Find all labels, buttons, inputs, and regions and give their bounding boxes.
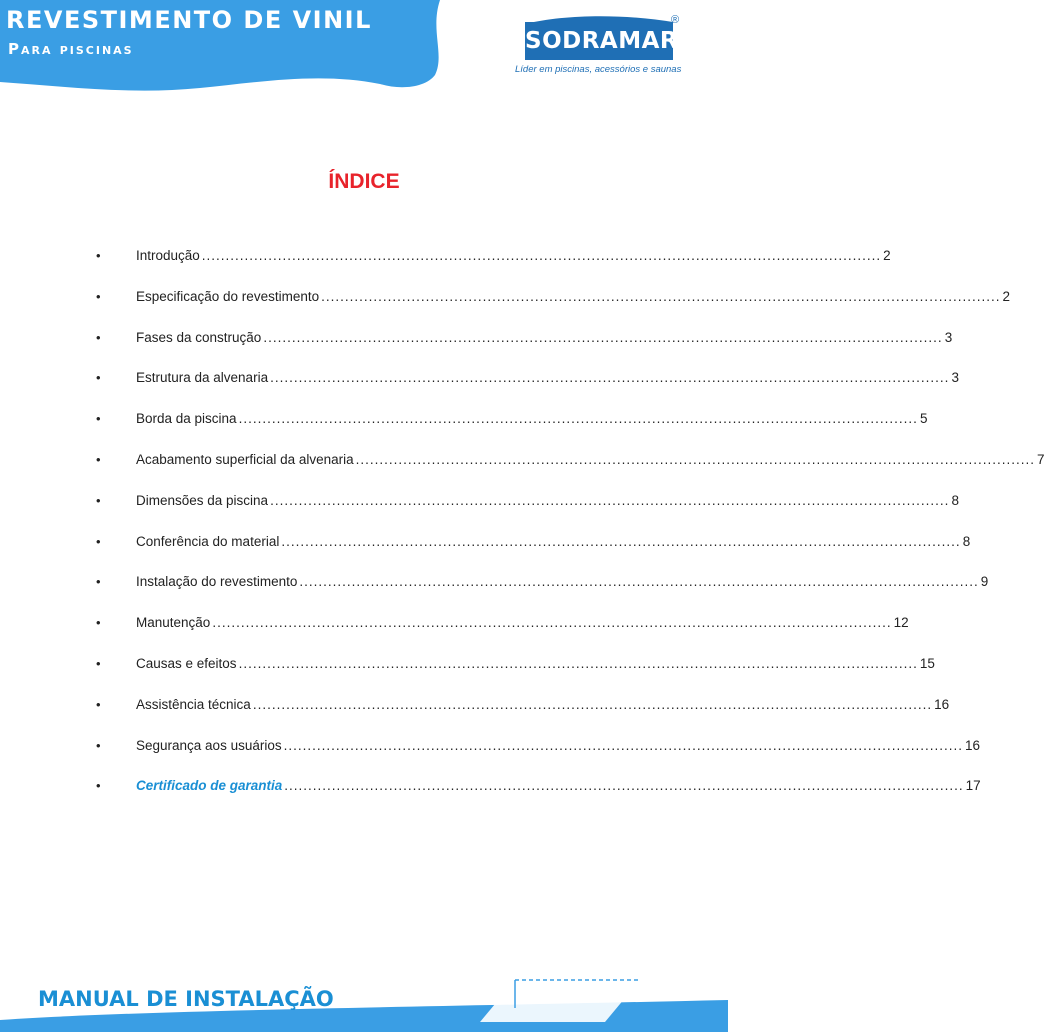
- page-header: [0, 0, 728, 110]
- bullet-icon: •: [96, 615, 101, 631]
- toc-item-page: 17: [965, 778, 981, 794]
- toc-item-label: Certificado de garantia: [136, 778, 283, 794]
- toc-item-label: Instalação do revestimento: [136, 574, 298, 590]
- toc-item-page: 2: [1002, 288, 1010, 304]
- toc-item-label: Assistência técnica: [136, 696, 251, 712]
- toc-item: [96, 778, 981, 819]
- toc-item: [96, 696, 950, 738]
- toc-item-label: Acabamento superficial da alvenaria: [136, 451, 354, 467]
- logo-registered-mark: ®: [671, 14, 680, 26]
- header-title: REVESTIMENTO DE VINIL: [6, 6, 372, 34]
- toc-item-page: 8: [962, 533, 971, 549]
- toc-leader-dots: ...............................................................................................................................................: [238, 411, 918, 427]
- toc-item: [96, 370, 959, 411]
- toc-item: [96, 411, 928, 452]
- index-title: [0, 170, 728, 194]
- toc-item-page: 3: [944, 329, 953, 345]
- toc-item-page: 2: [883, 248, 891, 263]
- toc-leader-dots: ...............................................................................................................................................: [252, 696, 933, 712]
- toc-leader-dots: ...............................................................................................................................................: [321, 288, 1001, 304]
- toc-leader-dots: ...............................................................................................................................................: [299, 574, 979, 590]
- toc-item-page: 8: [951, 492, 959, 508]
- bullet-icon: •: [96, 574, 101, 590]
- toc-item-page: 15: [919, 655, 935, 671]
- toc-item: [96, 329, 953, 371]
- logo-brand: SODRAMAR: [525, 28, 679, 54]
- bullet-icon: •: [96, 492, 101, 508]
- toc-item-page: 12: [893, 615, 909, 631]
- toc-leader-dots: ...............................................................................................................................................: [281, 533, 961, 549]
- toc-leader-dots: ...............................................................................................................................................: [355, 451, 1035, 467]
- header-subtitle: Para piscinas: [8, 40, 134, 58]
- bullet-icon: •: [96, 411, 101, 427]
- bullet-icon: •: [96, 329, 101, 345]
- bullet-icon: •: [96, 696, 101, 712]
- bullet-icon: •: [96, 248, 101, 263]
- bullet-icon: •: [96, 778, 101, 794]
- logo-tagline: Líder em piscinas, acessórios e saunas: [515, 64, 682, 75]
- toc-item-label: Manutenção: [136, 615, 211, 631]
- toc-item-page: 5: [919, 411, 928, 427]
- table-of-contents: [96, 248, 1045, 819]
- index-title-text: ÍNDICE: [328, 170, 400, 193]
- toc-item-label: Dimensões da piscina: [136, 492, 269, 508]
- toc-item-label: Conferência do material: [136, 533, 280, 549]
- toc-item: [96, 737, 980, 779]
- toc-item: [96, 655, 935, 697]
- toc-item-page: 3: [951, 370, 959, 386]
- toc-leader-dots: ...............................................................................................................................................: [212, 615, 892, 631]
- footer-title: MANUAL DE INSTALAÇÃO: [38, 987, 334, 1011]
- toc-item-label: Estrutura da alvenaria: [136, 370, 269, 386]
- bullet-icon: •: [96, 655, 101, 671]
- toc-item-page: 16: [934, 696, 950, 712]
- bullet-icon: •: [96, 370, 101, 386]
- toc-leader-dots: ...............................................................................................................................................: [238, 655, 918, 671]
- toc-item: [96, 492, 959, 534]
- toc-leader-dots: ...............................................................................................................................................: [270, 492, 950, 508]
- bullet-icon: •: [96, 533, 101, 549]
- toc-item-label: Introdução: [136, 248, 200, 263]
- toc-item: [96, 288, 1010, 330]
- bullet-icon: •: [96, 737, 101, 753]
- toc-item: [96, 574, 989, 615]
- bullet-icon: •: [96, 288, 101, 304]
- toc-leader-dots: ...............................................................................................................................................: [283, 737, 963, 753]
- toc-item-label: Fases da construção: [136, 329, 262, 345]
- toc-item-page: 9: [980, 574, 989, 590]
- toc-item: [96, 533, 971, 575]
- toc-item: [96, 451, 1045, 493]
- toc-leader-dots: ...............................................................................................................................................: [284, 778, 964, 794]
- toc-leader-dots: ...............................................................................................................................................: [270, 370, 950, 386]
- toc-item-label: Segurança aos usuários: [136, 737, 282, 753]
- toc-item-page: 16: [964, 737, 980, 753]
- toc-leader-dots: ...............................................................................................................................................: [263, 329, 943, 345]
- toc-item: [96, 248, 891, 289]
- toc-item-label: Especificação do revestimento: [136, 288, 320, 304]
- toc-item-label: Borda da piscina: [136, 411, 237, 427]
- toc-item-label: Causas e efeitos: [136, 655, 237, 671]
- bullet-icon: •: [96, 451, 101, 467]
- toc-item-page: 7: [1037, 451, 1045, 467]
- sodramar-logo: [505, 14, 685, 84]
- toc-leader-dots: ...............................................................................................................................................: [201, 248, 882, 263]
- toc-item: [96, 615, 909, 656]
